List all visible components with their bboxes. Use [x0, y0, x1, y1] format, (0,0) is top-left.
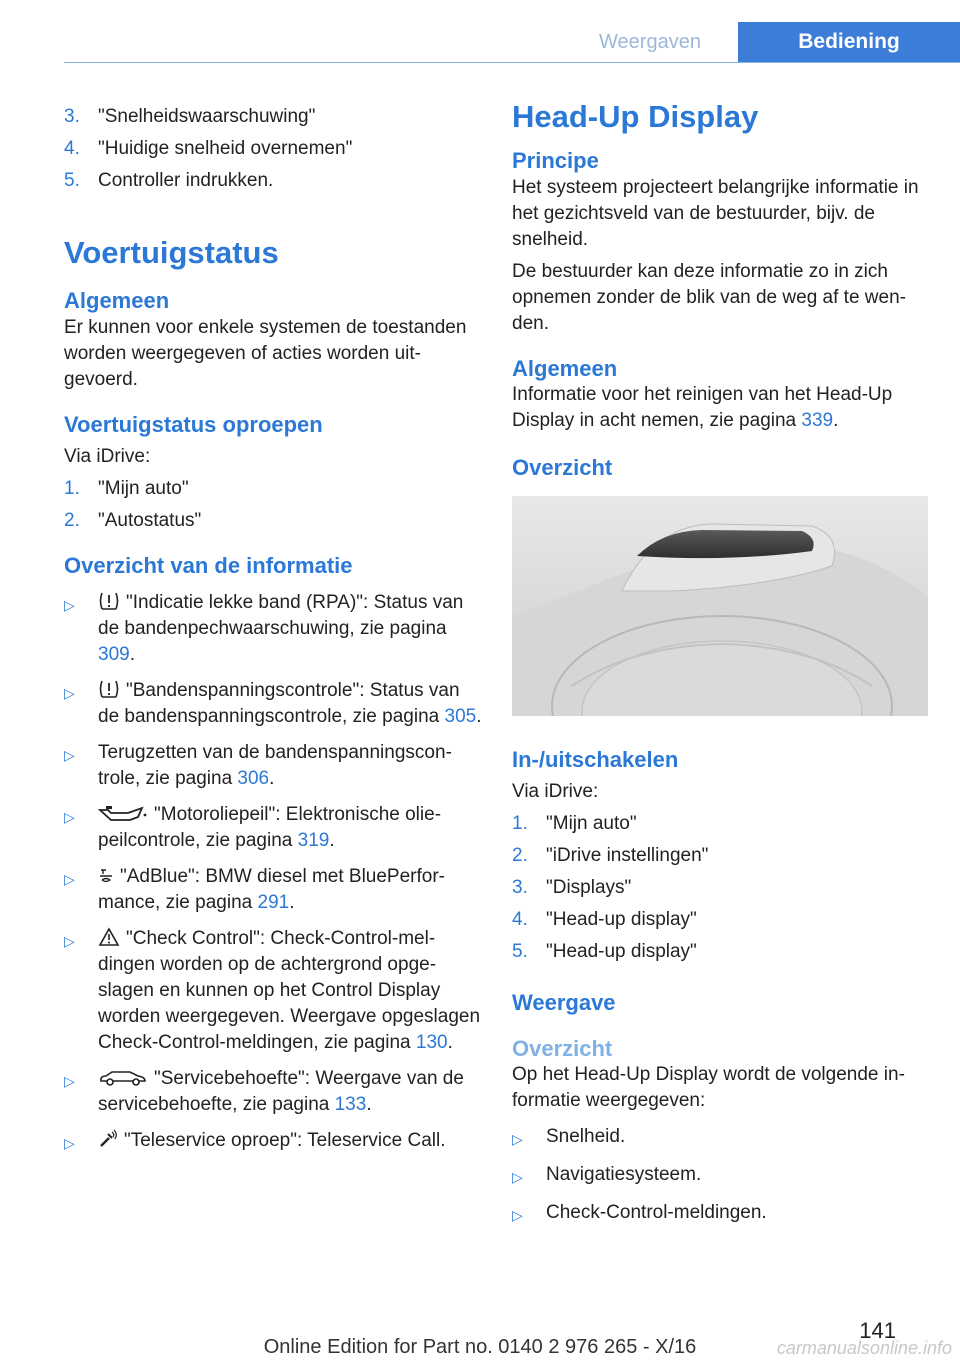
list-item: 4. "Head-up display": [512, 909, 697, 931]
bullet-triangle-icon: ▷: [64, 596, 75, 613]
list-item: ▷ "Check Control": Check-Control-meldingen worden op de achtergrond opgeslagen en kunnen op het Control Display worden weergegeven. Weergave opgeslagen Check-Control-meldingen, zie pagina 130.: [64, 926, 484, 1056]
page-link[interactable]: 306: [237, 767, 270, 789]
header-divider: [64, 62, 960, 63]
heading-in-uitschakelen: In-/uitschakelen: [512, 746, 679, 772]
list-item: ▷ "Servicebehoefte": Weergave van de servicebehoefte, zie pagina 133.: [64, 1066, 484, 1118]
paragraph-via-idrive: Via iDrive:: [64, 446, 151, 468]
tire-pressure-warning-icon: [98, 591, 120, 611]
list-item: 5. Controller indrukken.: [64, 170, 274, 191]
heading-overzicht-hud: Overzicht: [512, 455, 613, 481]
bullet-triangle-icon: ▷: [64, 808, 75, 825]
heading-overzicht-informatie: Overzicht van de informatie: [64, 553, 353, 579]
overzicht-bullet-list: [64, 590, 484, 1156]
adblue-icon: [98, 867, 114, 885]
warning-triangle-icon: [98, 927, 120, 947]
head-up-display-photo: [512, 496, 928, 716]
weergave-bullet-list: [512, 1124, 932, 1228]
page-link[interactable]: 305: [444, 705, 477, 727]
heading-algemeen-hud: Algemeen: [512, 355, 618, 381]
bullet-triangle-icon: ▷: [64, 870, 75, 887]
bullet-triangle-icon: ▷: [64, 746, 75, 763]
paragraph-via-idrive: Via iDrive:: [512, 781, 599, 803]
oproepen-steps-list: [64, 476, 484, 534]
list-item: ▷ Terugzetten van de bandenspanningscontrole, zie pagina 306.: [64, 740, 484, 792]
list-item: ▷ "Teleservice oproep": Teleservice Call.: [64, 1128, 484, 1156]
oil-can-icon: [98, 805, 148, 823]
bullet-triangle-icon: ▷: [512, 1169, 523, 1186]
list-item: ▷ "AdBlue": BMW diesel met BluePerformance, zie pagina 291.: [64, 864, 484, 916]
page-link[interactable]: 309: [98, 643, 130, 665]
bullet-triangle-icon: ▷: [512, 1207, 523, 1224]
right-column: [512, 98, 932, 1228]
heading-weergave: Weergave: [512, 990, 616, 1016]
heading-weergave-overzicht: Overzicht: [512, 1035, 613, 1061]
page-link[interactable]: 319: [297, 829, 330, 851]
list-item: 1. "Mijn auto": [64, 478, 189, 500]
page-link[interactable]: 291: [257, 891, 290, 913]
paragraph-weergave: Op het Head-Up Display wordt de volgende informatie weergegeven:: [512, 1064, 905, 1112]
paragraph-algemeen: Er kunnen voor enkele systemen de toestanden worden weergegeven of acties worden uitgevoerd.: [64, 316, 467, 390]
list-item: 3. "Snelheidswaarschuwing": [64, 106, 316, 127]
paragraph-algemeen-hud: Informatie voor het reinigen van het Head-Up Display in acht nemen, zie pagina 339.: [512, 384, 893, 432]
paragraph-principe-1: Het systeem projecteert belangrijke informatie in het gezichtsveld van de bestuurder, bijv. de snelheid.: [512, 176, 919, 250]
heading-voertuigstatus-oproepen: Voertuigstatus oproepen: [64, 411, 323, 437]
list-item: ▷ "Indicatie lekke band (RPA)": Status van de bandenpechwaarschuwing, zie pagina 309.: [64, 590, 484, 668]
tire-pressure-monitor-icon: [98, 679, 120, 699]
list-item: 2. "Autostatus": [64, 510, 202, 532]
schakelen-steps-list: [512, 811, 932, 965]
bullet-triangle-icon: ▷: [64, 1072, 75, 1089]
list-item: 5. "Head-up display": [512, 941, 697, 963]
list-item: 1. "Mijn auto": [512, 813, 637, 835]
edition-footer: Online Edition for Part no. 0140 2 976 265 - X/16: [263, 1336, 697, 1358]
left-column: [64, 98, 484, 1156]
heading-algemeen: Algemeen: [64, 288, 170, 314]
car-service-icon: [98, 1069, 148, 1087]
list-item: 4. "Huidige snelheid overnemen": [64, 138, 353, 159]
list-item: ▷ Check-Control-meldingen.: [512, 1200, 932, 1228]
top-steps-list: [64, 104, 484, 194]
bullet-triangle-icon: ▷: [512, 1131, 523, 1148]
list-item: ▷ "Motoroliepeil": Elektronische oliepeilcontrole, zie pagina 319.: [64, 802, 484, 854]
page-link[interactable]: 339: [801, 410, 834, 432]
header-chapter-tab: Bediening: [738, 22, 960, 62]
list-item: 3. "Displays": [512, 877, 632, 899]
list-item: ▷ "Bandenspanningscontrole": Status van de bandenspanningscontrole, zie pagina 305.: [64, 678, 484, 730]
page-link[interactable]: 130: [415, 1031, 448, 1053]
page-number: 141: [859, 1318, 896, 1343]
section-title-voertuigstatus: Voertuigstatus: [64, 235, 279, 270]
list-item: 2. "iDrive instellingen": [512, 845, 709, 867]
list-item: ▷ Navigatiesysteem.: [512, 1162, 932, 1190]
watermark-text: carmanualsonline.info: [776, 1338, 952, 1358]
bullet-triangle-icon: ▷: [64, 1134, 75, 1151]
bullet-triangle-icon: ▷: [64, 684, 75, 701]
wrench-call-icon: [98, 1129, 118, 1149]
list-item: ▷ Snelheid.: [512, 1124, 932, 1152]
paragraph-principe-2: De bestuurder kan deze informatie zo in zich opnemen zonder de blik van de weg af te wenden.: [512, 260, 906, 334]
page-link[interactable]: 133: [334, 1093, 367, 1115]
section-title-head-up-display: Head-Up Display: [512, 99, 759, 134]
bullet-triangle-icon: ▷: [64, 932, 75, 949]
heading-principe: Principe: [512, 148, 599, 174]
header-section-label: Weergaven: [599, 30, 701, 53]
dashboard-illustration: [512, 496, 928, 716]
